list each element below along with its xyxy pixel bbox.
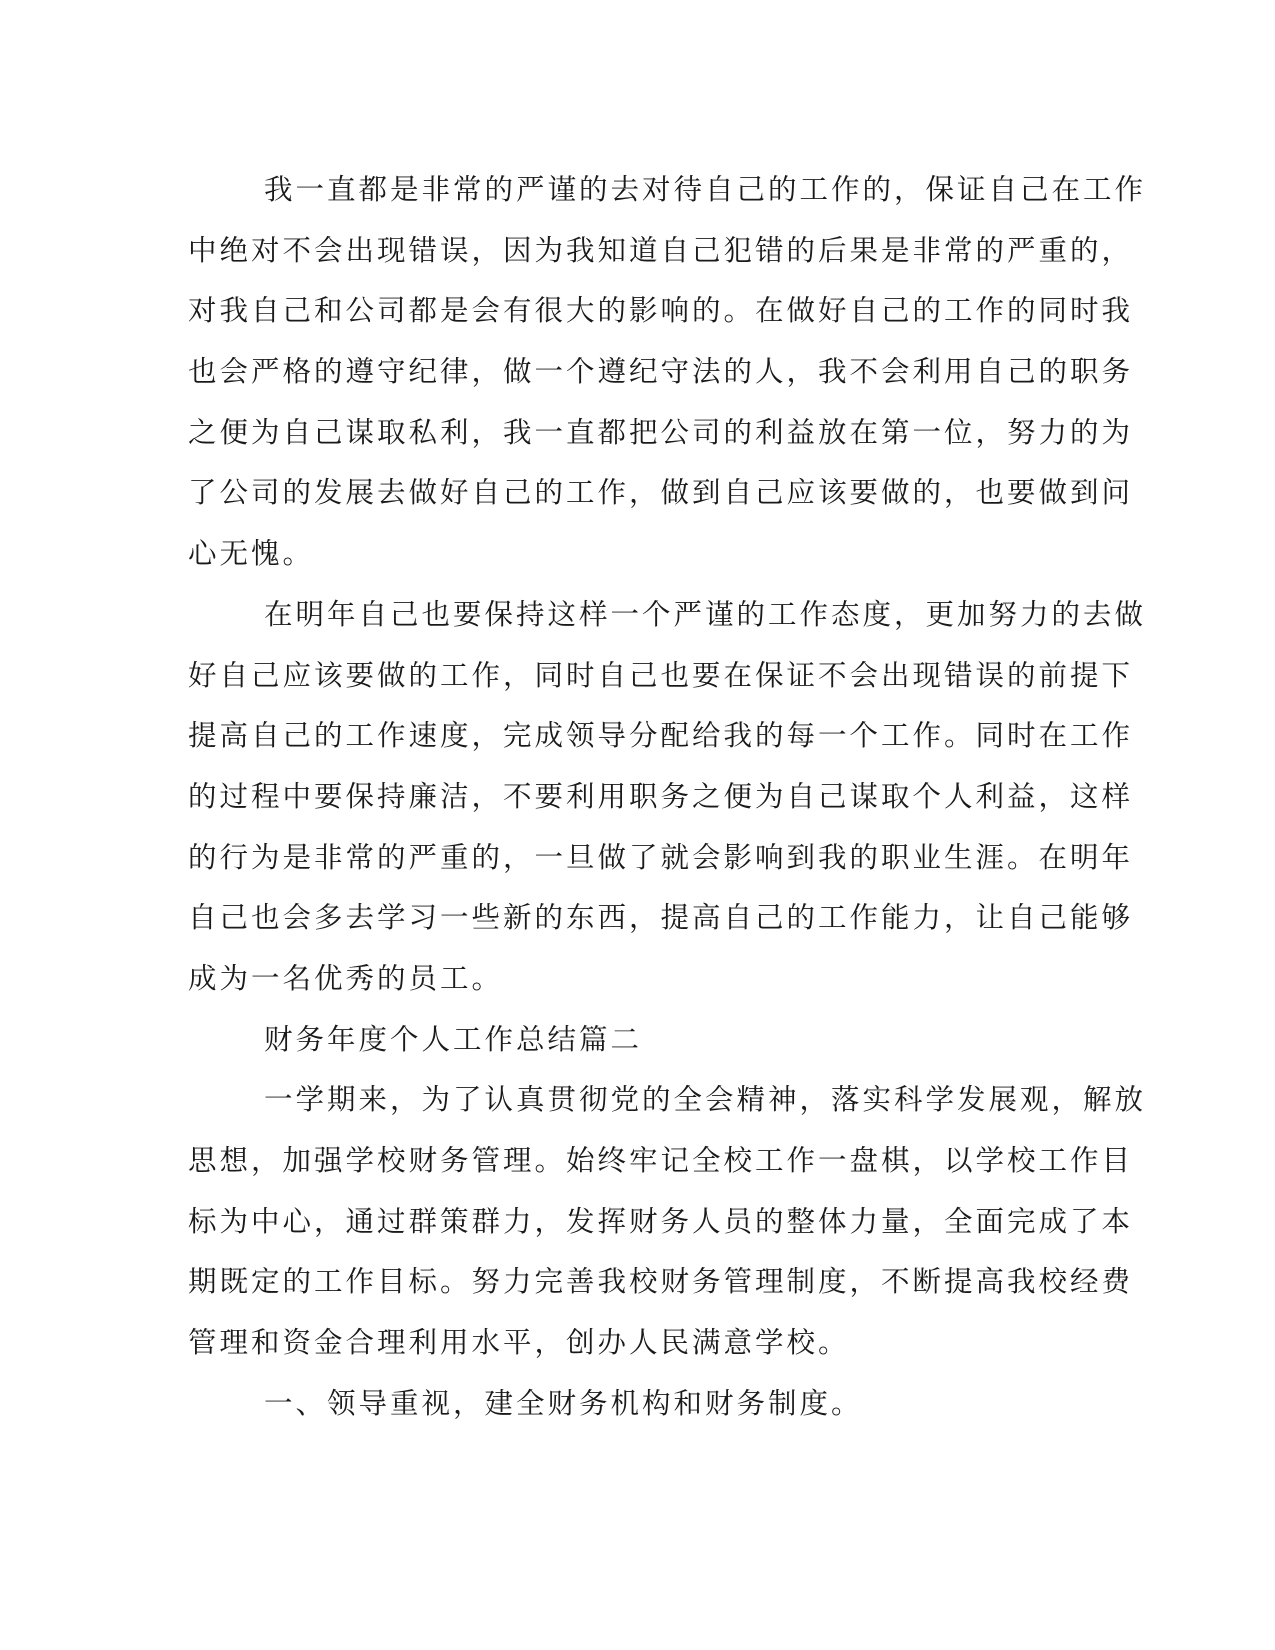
text-line: 自己也会多去学习一些新的东西，提高自己的工作能力，让自己能够 [188,901,1134,935]
text-line: 思想，加强学校财务管理。始终牢记全校工作一盘棋，以学校工作目 [188,1144,1134,1177]
section-heading [188,1010,1068,1071]
text-line: 期既定的工作目标。努力完善我校财务管理制度，不断提高我校经费 [188,1265,1134,1299]
paragraph-3 [188,1070,1147,1373]
text-line: 好自己应该要做的工作，同时自己也要在保证不会出现错误的前提下 [188,658,1134,692]
text-line: 管理和资金合理利用水平，创办人民满意学校。 [188,1326,850,1360]
text-line: 心无愧。 [188,537,315,571]
subsection-heading: 一、领导重视，建全财务机构和财务制度。 [264,1386,863,1420]
text-line: 一学期来，为了认真贯彻党的全会精神，落实科学发展观，解放 [264,1083,1147,1117]
text-line: 也会严格的遵守纪律，做一个遵纪守法的人，我不会利用自己的职务 [188,355,1134,389]
text-line: 的行为是非常的严重的，一旦做了就会影响到我的职业生涯。在明年 [188,840,1134,874]
text-line: 我一直都是非常的严谨的去对待自己的工作的，保证自己在工作 [264,173,1147,206]
document-body [188,160,1147,1434]
paragraph-1 [188,160,1147,585]
text-line: 对我自己和公司都是会有很大的影响的。在做好自己的工作的同时我 [188,294,1134,328]
text-line: 提高自己的工作速度，完成领导分配给我的每一个工作。同时在工作 [188,719,1134,753]
paragraph-4 [188,1374,1068,1435]
text-line: 在明年自己也要保持这样一个严谨的工作态度，更加努力的去做 [264,597,1147,631]
text-line: 成为一名优秀的员工。 [188,961,504,995]
text-line: 标为中心，通过群策群力，发挥财务人员的整体力量，全面完成了本 [188,1204,1134,1238]
text-line: 的过程中要保持廉洁，不要利用职务之便为自己谋取个人利益，这样 [188,779,1134,813]
text-line: 之便为自己谋取私利，我一直都把公司的利益放在第一位，努力的为 [188,415,1134,449]
text-line: 中绝对不会出现错误，因为我知道自己犯错的后果是非常的严重的， [188,233,1134,267]
paragraph-2 [188,585,1147,1010]
text-line: 了公司的发展去做好自己的工作，做到自己应该要做的，也要做到问 [188,476,1134,510]
section-title: 财务年度个人工作总结篇二 [264,1022,643,1056]
